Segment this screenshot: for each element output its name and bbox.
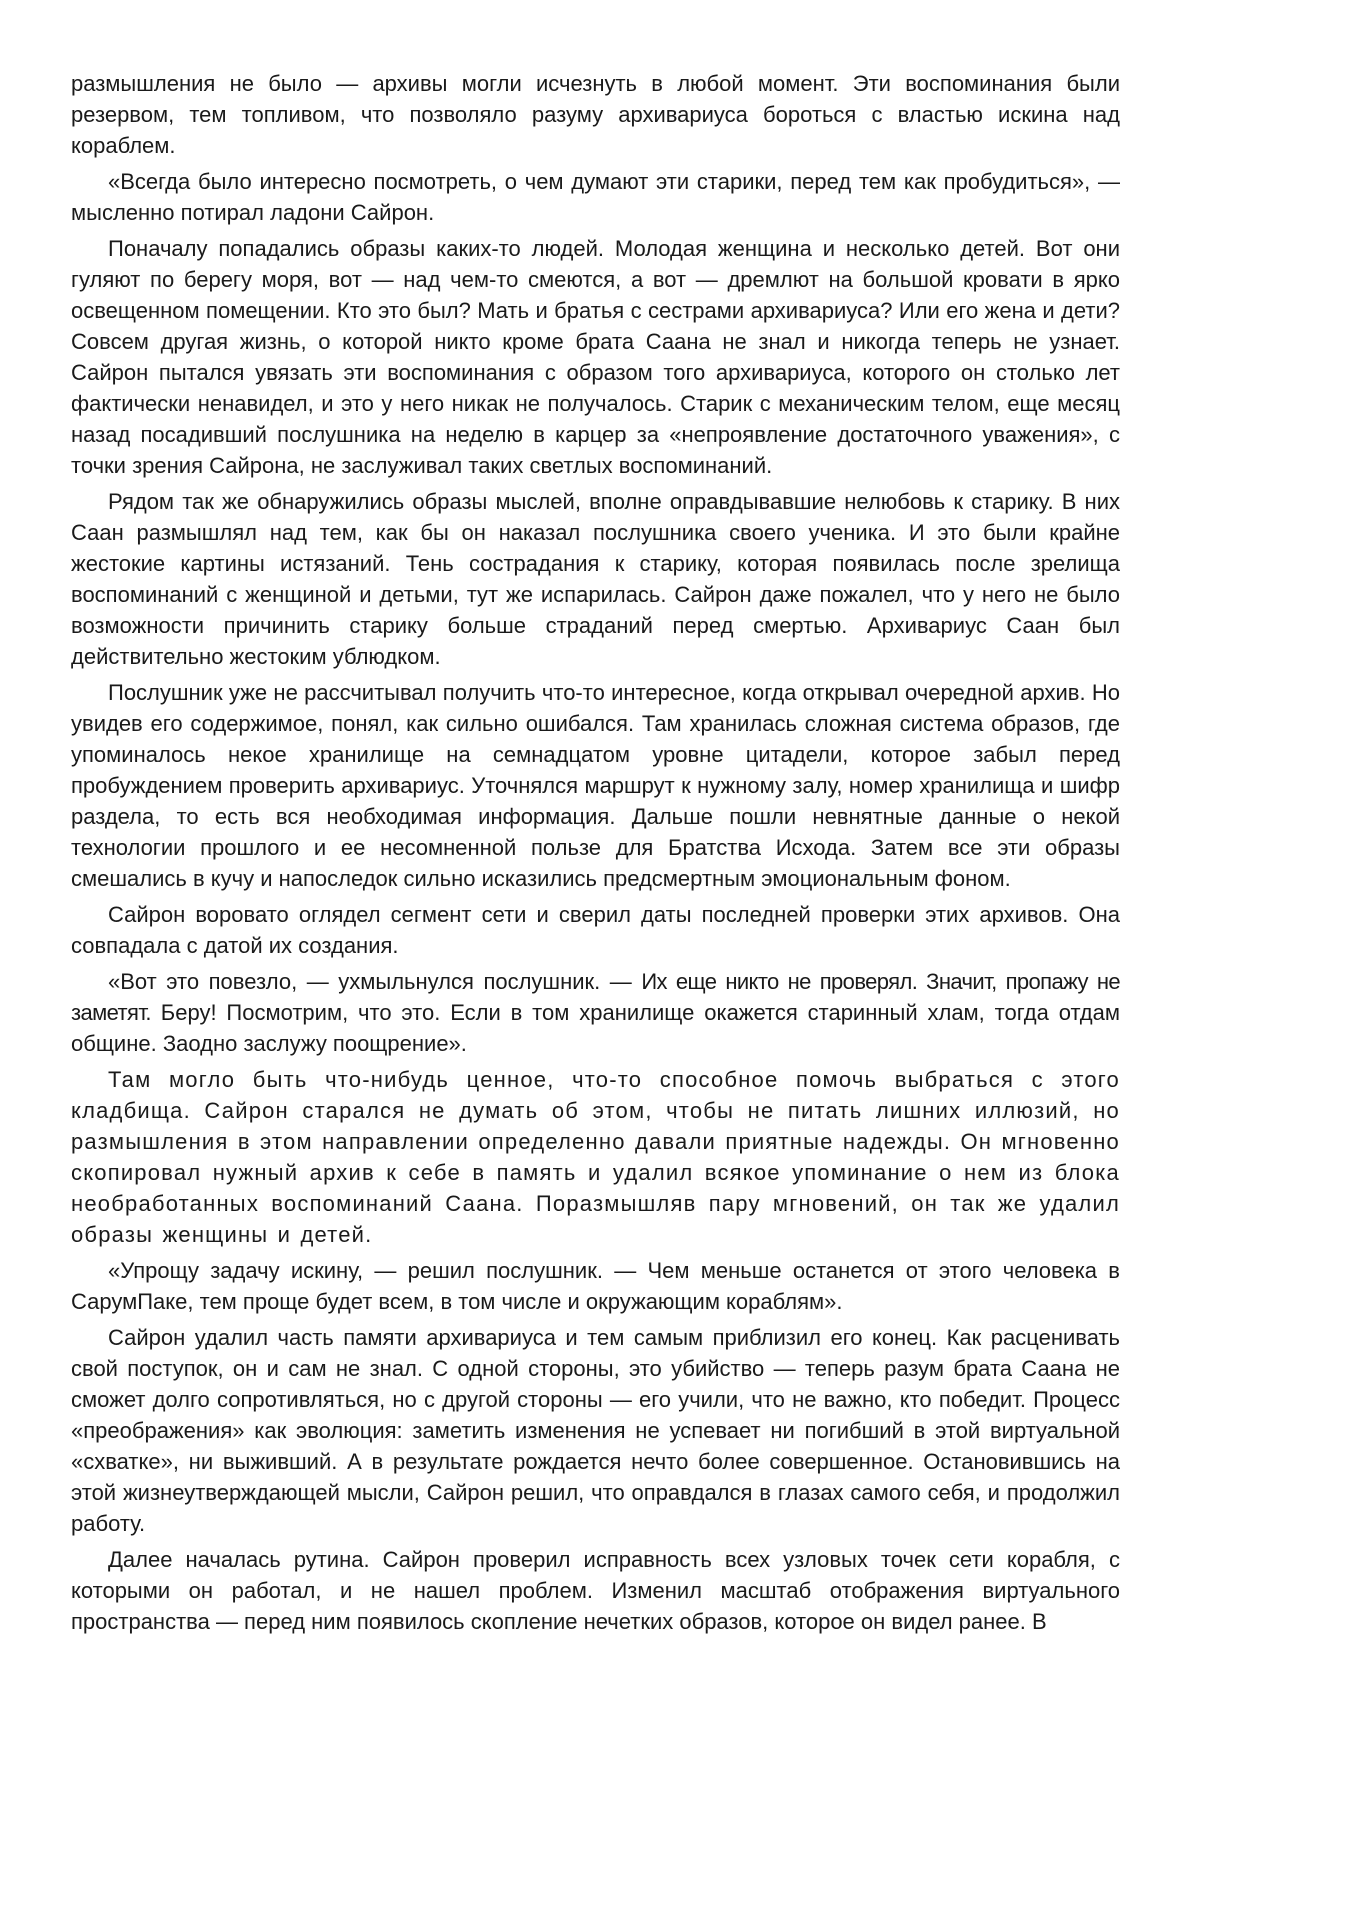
- paragraph: Рядом так же обнаружились образы мыслей, вполне оправдывавшие нелюбовь к старику. В них Саан размышлял над тем, как бы он наказал послушника своего ученика. И это были крайне жестокие картины истязаний. Тень сострадания к старику, которая появилась после зрелища воспоминаний с женщиной и детьми, тут же испарилась. Сайрон даже пожалел, что у него не было возможности причинить старику больше страданий перед смертью. Архивариус Саан был действительно жестоким ублюдком.: [71, 489, 1120, 669]
- paragraph-segment: «Вот это повезло, — ухмыльнулся послушник. —: [108, 969, 632, 994]
- document-page: [71, 68, 1120, 1642]
- paragraph: «Упрощу задачу искину, — решил послушник. — Чем меньше останется от этого человека в СарумПаке, тем проще будет всем, в том числе и окружающим кораблям».: [71, 1258, 1120, 1314]
- paragraph-segment-condensed: Их еще никто не проверял. Значит, пропажу не заметят.: [71, 969, 1120, 1025]
- paragraph: Сайрон удалил часть памяти архивариуса и тем самым приблизил его конец. Как расценивать свой поступок, он и сам не знал. С одной стороны, это убийство — теперь разум брата Саана не сможет долго сопротивляться, но с другой стороны — его учили, что не важно, кто победит. Процесс «преображения» как эволюция: заметить изменения не успевает ни погибший в этой виртуальной «схватке», ни выживший. А в результате рождается нечто более совершенное. Остановившись на этой жизнеутверждающей мысли, Сайрон решил, что оправдался в глазах самого себя, и продолжил работу.: [71, 1325, 1120, 1536]
- paragraph: [71, 966, 1120, 1059]
- paragraph: Там могло быть что-нибудь ценное, что-то способное помочь выбраться с этого кладбища. Сайрон старался не думать об этом, чтобы не питать лишних иллюзий, но размышления в этом направлении определенно давали приятные надежды. Он мгновенно скопировал нужный архив к себе в память и удалил всякое упоминание о нем из блока необработанных воспоминаний Саана. Поразмышляв пару мгновений, он так же удалил образы женщины и детей.: [71, 1067, 1120, 1247]
- paragraph-segment: Беру! Посмотрим, что это. Если в том хранилище окажется старинный хлам, тогда отдам общине. Заодно заслужу поощрение».: [71, 1000, 1120, 1056]
- paragraph: Далее началась рутина. Сайрон проверил исправность всех узловых точек сети корабля, с которыми он работал, и не нашел проблем. Изменил масштаб отображения виртуального пространства — перед ним появилось скопление нечетких образов, которое он видел ранее. В: [71, 1547, 1120, 1634]
- paragraph: Послушник уже не рассчитывал получить что-то интересное, когда открывал очередной архив. Но увидев его содержимое, понял, как сильно ошибался. Там хранилась сложная система образов, где упоминалось некое хранилище на семнадцатом уровне цитадели, которое забыл перед пробуждением проверить архивариус. Уточнялся маршрут к нужному залу, номер хранилища и шифр раздела, то есть вся необходимая информация. Дальше пошли невнятные данные о некой технологии прошлого и ее несомненной пользе для Братства Исхода. Затем все эти образы смешались в кучу и напоследок сильно исказились предсмертным эмоциональным фоном.: [71, 680, 1120, 891]
- paragraph: «Всегда было интересно посмотреть, о чем думают эти старики, перед тем как пробудиться», — мысленно потирал ладони Сайрон.: [71, 169, 1120, 225]
- paragraph: размышления не было — архивы могли исчезнуть в любой момент. Эти воспоминания были резервом, тем топливом, что позволяло разуму архивариуса бороться с властью искина над кораблем.: [71, 71, 1120, 158]
- paragraph: Поначалу попадались образы каких-то людей. Молодая женщина и несколько детей. Вот они гуляют по берегу моря, вот — над чем-то смеются, а вот — дремлют на большой кровати в ярко освещенном помещении. Кто это был? Мать и братья с сестрами архивариуса? Или его жена и дети? Совсем другая жизнь, о которой никто кроме брата Саана не знал и никогда теперь не узнает. Сайрон пытался увязать эти воспоминания с образом того архивариуса, которого он столько лет фактически ненавидел, и это у него никак не получалось. Старик с механическим телом, еще месяц назад посадивший послушника на неделю в карцер за «непроявление достаточного уважения», с точки зрения Сайрона, не заслуживал таких светлых воспоминаний.: [71, 236, 1120, 478]
- paragraph: Сайрон воровато оглядел сегмент сети и сверил даты последней проверки этих архивов. Она совпадала с датой их создания.: [71, 902, 1120, 958]
